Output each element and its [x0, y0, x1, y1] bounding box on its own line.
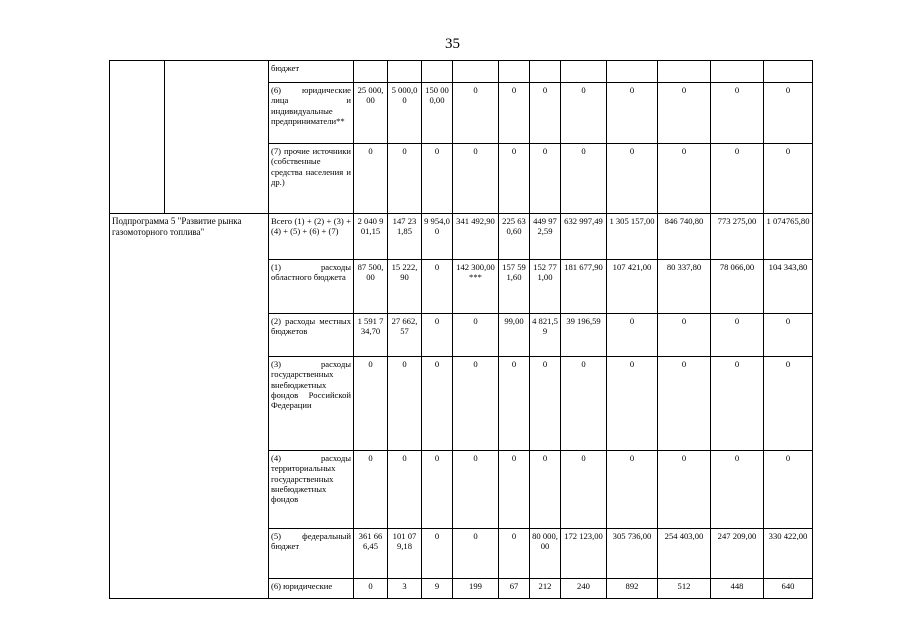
value-cell: 0	[453, 451, 499, 529]
value-cell: 181 677,90	[561, 260, 607, 314]
value-cell: 0	[422, 260, 453, 314]
value-cell	[422, 61, 453, 83]
value-cell: 157 591,60	[499, 260, 530, 314]
value-cell: 0	[764, 357, 813, 451]
value-cell: 0	[607, 144, 658, 214]
value-cell: 0	[530, 83, 561, 144]
value-cell: 0	[711, 357, 764, 451]
value-cell: 341 492,90	[453, 214, 499, 260]
value-cell: 0	[764, 83, 813, 144]
value-cell: 0	[607, 314, 658, 357]
value-cell: 39 196,59	[561, 314, 607, 357]
funding-source-cell: (5) федеральный бюджет	[269, 529, 354, 579]
value-cell: 199	[453, 579, 499, 599]
value-cell	[561, 61, 607, 83]
value-cell: 0	[764, 314, 813, 357]
value-cell	[354, 61, 388, 83]
funding-source-cell: бюджет	[269, 61, 354, 83]
value-cell: 25 000,00	[354, 83, 388, 144]
funding-source-cell: (1) расходы областного бюджета	[269, 260, 354, 314]
value-cell: 892	[607, 579, 658, 599]
funding-source-cell: (6) юридические лица и индивидуальные предприниматели**	[269, 83, 354, 144]
table-row	[110, 214, 813, 260]
value-cell: 107 421,00	[607, 260, 658, 314]
value-cell	[607, 61, 658, 83]
value-cell: 15 222,90	[388, 260, 422, 314]
value-cell: 172 123,00	[561, 529, 607, 579]
funding-source-cell: (2) расходы местных бюджетов	[269, 314, 354, 357]
value-cell: 2 040 901,15	[354, 214, 388, 260]
value-cell: 225 630,60	[499, 214, 530, 260]
value-cell: 0	[388, 357, 422, 451]
value-cell: 0	[499, 357, 530, 451]
subprogram-label: Подпрограмма 5 "Развитие рынка газомоторного топлива"	[110, 214, 269, 599]
value-cell: 101 079,18	[388, 529, 422, 579]
value-cell: 0	[388, 451, 422, 529]
value-cell: 0	[711, 83, 764, 144]
value-cell: 0	[561, 357, 607, 451]
value-cell: 0	[354, 357, 388, 451]
value-cell: 0	[658, 357, 711, 451]
value-cell: 0	[354, 451, 388, 529]
value-cell: 448	[711, 579, 764, 599]
value-cell: 1 305 157,00	[607, 214, 658, 260]
value-cell: 0	[607, 357, 658, 451]
value-cell	[711, 61, 764, 83]
value-cell: 0	[453, 83, 499, 144]
value-cell: 9	[422, 579, 453, 599]
value-cell: 0	[607, 451, 658, 529]
value-cell: 0	[422, 144, 453, 214]
value-cell: 0	[530, 451, 561, 529]
value-cell: 0	[422, 529, 453, 579]
funding-source-cell: (3) расходы государственных внебюджетных фондов Российской Федерации	[269, 357, 354, 451]
value-cell	[658, 61, 711, 83]
value-cell: 0	[711, 314, 764, 357]
value-cell: 0	[499, 451, 530, 529]
value-cell: 361 666,45	[354, 529, 388, 579]
value-cell: 80 000,00	[530, 529, 561, 579]
value-cell: 0	[499, 144, 530, 214]
funding-source-cell: (7) прочие источники (собственные средства населения и др.)	[269, 144, 354, 214]
value-cell: 0	[764, 144, 813, 214]
budget-table	[109, 60, 813, 599]
value-cell: 0	[561, 144, 607, 214]
value-cell: 846 740,80	[658, 214, 711, 260]
value-cell: 4 821,59	[530, 314, 561, 357]
value-cell: 0	[607, 83, 658, 144]
value-cell: 0	[422, 357, 453, 451]
value-cell: 0	[388, 144, 422, 214]
value-cell: 78 066,00	[711, 260, 764, 314]
value-cell: 240	[561, 579, 607, 599]
empty-cell	[165, 61, 269, 214]
value-cell: 0	[354, 579, 388, 599]
value-cell: 0	[453, 529, 499, 579]
value-cell: 27 662,57	[388, 314, 422, 357]
value-cell: 147 231,85	[388, 214, 422, 260]
value-cell: 0	[658, 314, 711, 357]
page-number: 35	[445, 36, 460, 52]
value-cell: 0	[453, 357, 499, 451]
value-cell: 5 000,00	[388, 83, 422, 144]
value-cell: 0	[711, 144, 764, 214]
value-cell: 305 736,00	[607, 529, 658, 579]
value-cell: 512	[658, 579, 711, 599]
empty-cell	[110, 61, 165, 214]
value-cell: 99,00	[499, 314, 530, 357]
value-cell: 150 000,00	[422, 83, 453, 144]
value-cell	[453, 61, 499, 83]
value-cell: 640	[764, 579, 813, 599]
value-cell: 1 591 734,70	[354, 314, 388, 357]
value-cell	[499, 61, 530, 83]
value-cell: 0	[658, 451, 711, 529]
value-cell: 773 275,00	[711, 214, 764, 260]
value-cell	[388, 61, 422, 83]
value-cell: 0	[561, 83, 607, 144]
value-cell: 632 997,49	[561, 214, 607, 260]
value-cell: 1 074765,80	[764, 214, 813, 260]
value-cell	[530, 61, 561, 83]
value-cell: 0	[764, 451, 813, 529]
value-cell: 9 954,00	[422, 214, 453, 260]
value-cell: 0	[422, 451, 453, 529]
value-cell: 247 209,00	[711, 529, 764, 579]
table-row	[110, 61, 813, 83]
funding-source-cell: Всего (1) + (2) + (3) + (4) + (5) + (6) + (7)	[269, 214, 354, 260]
value-cell: 330 422,00	[764, 529, 813, 579]
value-cell: 3	[388, 579, 422, 599]
value-cell: 0	[658, 83, 711, 144]
funding-source-cell: (4) расходы территориальных государственных внебюджетных фондов	[269, 451, 354, 529]
value-cell: 449 972,59	[530, 214, 561, 260]
value-cell: 142 300,00***	[453, 260, 499, 314]
value-cell: 80 337,80	[658, 260, 711, 314]
value-cell: 0	[422, 314, 453, 357]
value-cell: 87 500,00	[354, 260, 388, 314]
value-cell: 152 771,00	[530, 260, 561, 314]
value-cell: 0	[354, 144, 388, 214]
value-cell: 0	[561, 451, 607, 529]
value-cell: 0	[453, 314, 499, 357]
value-cell: 0	[658, 144, 711, 214]
value-cell: 0	[453, 144, 499, 214]
value-cell: 0	[499, 83, 530, 144]
value-cell: 0	[530, 144, 561, 214]
funding-source-cell: (6) юридические	[269, 579, 354, 599]
value-cell: 67	[499, 579, 530, 599]
value-cell: 0	[530, 357, 561, 451]
value-cell	[764, 61, 813, 83]
value-cell: 104 343,80	[764, 260, 813, 314]
value-cell: 212	[530, 579, 561, 599]
value-cell: 0	[711, 451, 764, 529]
value-cell: 0	[499, 529, 530, 579]
value-cell: 254 403,00	[658, 529, 711, 579]
